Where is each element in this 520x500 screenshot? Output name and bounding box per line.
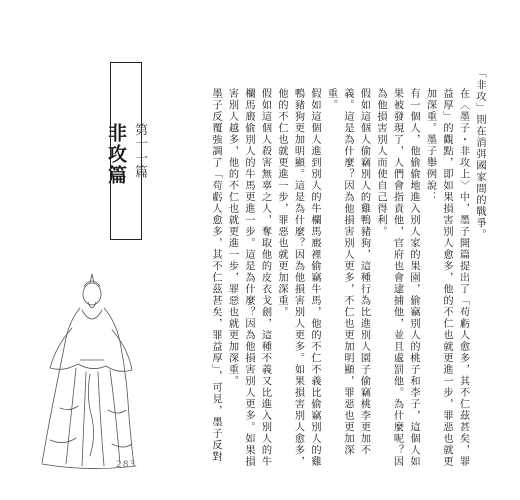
chapter-heading	[105, 62, 147, 240]
chapter-title: 非攻篇	[105, 122, 127, 186]
chapter-number: 第十一篇	[132, 123, 147, 179]
paragraph: 墨子反覆強調了「苟虧人愈多，其不仁茲甚矣，罪益厚」，可見，墨子反對	[210, 88, 221, 463]
paragraph: 假如這個人殺害無辜之人，奪取他的皮衣戈劍，這種不義又比進入別人的牛欄馬廄偷別人的牛馬更進一步。這是為什麼？因為他損害別人更多。如果損害別人越多，他的不仁也就更進一步，罪惡也就更加深重。	[226, 88, 271, 468]
paragraph: 「非攻」則在消弭國家間的戰爭。	[474, 68, 485, 241]
paragraph: 假如這個人進到別人的牛欄馬廄裡偷竊牛馬，他的不仁不義比偷竊別人的雞鴨豬狗更加明顯。這是為什麼？因為他損害別人更多。如果損害別人愈多，他的不仁也就更進一步，罪惡也就更加深重。	[276, 88, 320, 468]
paragraph: 在〈墨子・非攻上〉中，墨子開篇提出了「苟虧人愈多，其不仁茲甚矣，罪益厚」的觀點，即如果損害別人愈多，他的不仁也就更進一步，罪惡也就更加深重。墨子舉例說：	[424, 88, 469, 468]
paragraph: 有一個人，他偷偷地進入別人家的果園，偷竊別人的桃子和李子，這個人如果被發現了，人們會指責他，官府也會逮捕他，並且處罰他。為什麼呢？因為他損害別人而使自己得利。	[375, 88, 419, 468]
body-text	[132, 68, 487, 473]
page-number: 283	[116, 460, 137, 470]
paragraph: 假如這個人偷竊別人的雞鴨豬狗，這種行為比進別人園子偷竊桃李更加不義。這是為什麼？因為他損害別人更多，不仁也更加明顯，罪惡也更加深重。	[325, 88, 370, 457]
scholar-illustration	[20, 268, 150, 473]
